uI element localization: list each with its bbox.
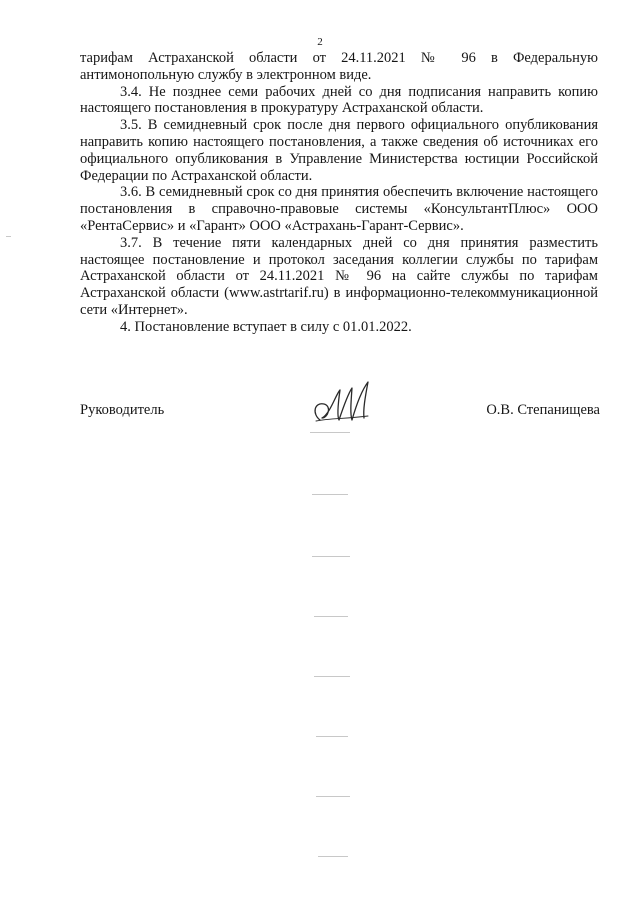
scan-artifact — [310, 432, 350, 433]
paragraph-continuation: тарифам Астраханской области от 24.11.2021 № 96 в Федеральную антимонопольную службу в электронном виде. — [80, 50, 598, 83]
scan-artifact — [314, 616, 348, 617]
scan-artifact — [318, 856, 348, 857]
paragraph-3-7: 3.7. В течение пяти календарных дней со дня принятия разместить настоящее постановление и протокол заседания коллегии службы по тарифам Астраханской области от 24.11.2021 № 96 на сайте службы по тарифам Астраханской области (www.astrtarif.ru) в информационно-телекоммуникационной сети «Интернет». — [80, 234, 598, 318]
handwritten-signature — [310, 374, 380, 430]
document-body — [80, 50, 598, 336]
scan-artifact — [316, 796, 350, 797]
scan-artifact — [312, 556, 350, 557]
paragraph-3-5: 3.5. В семидневный срок после дня первого официального опубликования направить копию настоящего постановления, а также сведения об источниках его официального опубликования в Управление Министерства юстиции Российской Федерации по Астраханской области. — [80, 117, 598, 184]
signature-block — [80, 400, 600, 440]
scan-artifact — [6, 236, 11, 237]
paragraph-4: 4. Постановление вступает в силу с 01.01.2022. — [120, 318, 412, 335]
signer-name: О.В. Степанищева — [486, 402, 600, 418]
scan-artifact — [316, 736, 348, 737]
scan-artifact — [312, 494, 348, 495]
scan-artifact — [314, 676, 350, 677]
page-number: 2 — [317, 36, 323, 48]
signer-title: Руководитель — [80, 402, 165, 418]
paragraph-3-4: 3.4. Не позднее семи рабочих дней со дня подписания направить копию настоящего постановления в прокуратуру Астраханской области. — [80, 83, 598, 117]
paragraph-3-6: 3.6. В семидневный срок со дня принятия обеспечить включение настоящего постановления в справочно-правовые системы «КонсультантПлюс» ООО «РентаСервис» и «Гарант» ООО «Астрахань-Гарант-Сервис». — [80, 184, 598, 234]
